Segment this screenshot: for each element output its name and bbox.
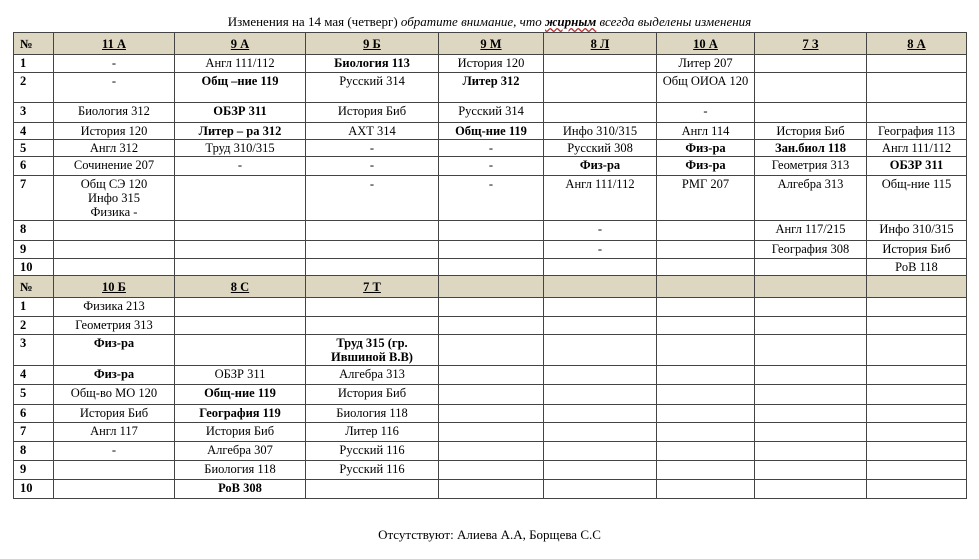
class-header: 11 А xyxy=(54,33,175,55)
schedule-cell xyxy=(657,366,755,385)
schedule-cell xyxy=(544,55,657,73)
lesson-number: 6 xyxy=(14,157,54,176)
schedule-cell xyxy=(306,480,439,499)
num-column-header: № xyxy=(14,33,54,55)
schedule-cell xyxy=(755,335,867,366)
schedule-cell: Инфо 310/315 xyxy=(544,123,657,140)
schedule-cell xyxy=(544,103,657,123)
schedule-cell xyxy=(867,405,967,423)
schedule-cell: - xyxy=(439,157,544,176)
table1-header-row xyxy=(14,33,967,55)
schedule-cell xyxy=(175,298,306,317)
schedule-cell: Литер 116 xyxy=(306,423,439,442)
schedule-cell: История Биб xyxy=(755,123,867,140)
table-row xyxy=(14,335,967,366)
absent-note: Отсутствуют: Алиева А.А, Борщева С.С xyxy=(378,527,601,542)
schedule-cell: Биология 113 xyxy=(306,55,439,73)
schedule-cell: РоВ 118 xyxy=(867,259,967,276)
lesson-number: 10 xyxy=(14,259,54,276)
schedule-cell: Физика 213 xyxy=(54,298,175,317)
schedule-cell: Русский 314 xyxy=(306,73,439,103)
lesson-number: 9 xyxy=(14,461,54,480)
schedule-cell: Инфо 310/315 xyxy=(867,221,967,241)
class-header xyxy=(867,276,967,298)
schedule-cell: Общ ОИОА 120 xyxy=(657,73,755,103)
table-row xyxy=(14,461,967,480)
schedule-cell: Русский 116 xyxy=(306,442,439,461)
table-row xyxy=(14,221,967,241)
schedule-cell: - xyxy=(439,140,544,157)
schedule-cell xyxy=(544,317,657,335)
schedule-cell: Физ-ра xyxy=(657,157,755,176)
class-header xyxy=(657,276,755,298)
schedule-cell xyxy=(657,221,755,241)
schedule-cell xyxy=(439,442,544,461)
schedule-cell: Биология 118 xyxy=(306,405,439,423)
lesson-number: 2 xyxy=(14,317,54,335)
schedule-cell: - xyxy=(306,140,439,157)
class-header xyxy=(439,276,544,298)
lesson-number: 8 xyxy=(14,442,54,461)
lesson-number: 4 xyxy=(14,123,54,140)
schedule-cell xyxy=(657,241,755,259)
schedule-cell: Физ-ра xyxy=(544,157,657,176)
schedule-cell xyxy=(867,385,967,405)
schedule-cell xyxy=(439,423,544,442)
schedule-cell: История Биб xyxy=(54,405,175,423)
schedule-cell: АХТ 314 xyxy=(306,123,439,140)
table-row xyxy=(14,442,967,461)
schedule-cell xyxy=(306,317,439,335)
table-row xyxy=(14,176,967,221)
lesson-number: 3 xyxy=(14,103,54,123)
schedule-cell: Англ 117 xyxy=(54,423,175,442)
schedule-cell xyxy=(439,405,544,423)
schedule-cell: Англ 111/112 xyxy=(867,140,967,157)
schedule-cell xyxy=(657,259,755,276)
schedule-cell xyxy=(657,442,755,461)
schedule-cell: Общ-ние 115 xyxy=(867,176,967,221)
schedule-cell xyxy=(755,317,867,335)
schedule-cell: Физ-ра xyxy=(54,366,175,385)
schedule-cell xyxy=(175,259,306,276)
schedule-cell xyxy=(755,298,867,317)
schedule-cell xyxy=(657,480,755,499)
schedule-cell: Зан.биол 118 xyxy=(755,140,867,157)
lesson-number: 4 xyxy=(14,366,54,385)
title-bold-italic: жирным xyxy=(545,14,597,29)
schedule-cell xyxy=(755,405,867,423)
schedule-cell: Труд 315 (гр. Ившиной В.В) xyxy=(306,335,439,366)
table-row xyxy=(14,385,967,405)
schedule-cell: География 119 xyxy=(175,405,306,423)
schedule-cell: ОБЗР 311 xyxy=(175,103,306,123)
schedule-cell xyxy=(439,298,544,317)
schedule-cell: История 120 xyxy=(439,55,544,73)
table-row xyxy=(14,157,967,176)
schedule-cell xyxy=(544,335,657,366)
schedule-cell xyxy=(54,259,175,276)
schedule-cell: Общ-ние 119 xyxy=(439,123,544,140)
schedule-cell xyxy=(657,461,755,480)
schedule-cell xyxy=(54,461,175,480)
table-row xyxy=(14,298,967,317)
schedule-cell xyxy=(54,480,175,499)
class-header xyxy=(544,276,657,298)
schedule-cell: Труд 310/315 xyxy=(175,140,306,157)
lesson-number: 3 xyxy=(14,335,54,366)
class-header: 9 А xyxy=(175,33,306,55)
schedule-cell xyxy=(544,385,657,405)
schedule-cell xyxy=(867,317,967,335)
schedule-cell xyxy=(54,241,175,259)
schedule-cell: - xyxy=(439,176,544,221)
schedule-cell: - xyxy=(657,103,755,123)
schedule-cell: РоВ 308 xyxy=(175,480,306,499)
schedule-cell xyxy=(439,241,544,259)
schedule-cell: Литер – ра 312 xyxy=(175,123,306,140)
schedule-cell: Англ 114 xyxy=(657,123,755,140)
schedule-cell: Физ-ра xyxy=(54,335,175,366)
lesson-number: 1 xyxy=(14,298,54,317)
schedule-cell: Общ СЭ 120 Инфо 315 Физика - xyxy=(54,176,175,221)
table-row xyxy=(14,317,967,335)
schedule-cell xyxy=(755,442,867,461)
lesson-number: 7 xyxy=(14,176,54,221)
table-row xyxy=(14,103,967,123)
schedule-cell: Алгебра 313 xyxy=(755,176,867,221)
schedule-cell: РМГ 207 xyxy=(657,176,755,221)
title-italic: обратите внимание, что xyxy=(400,14,546,29)
schedule-cell: Русский 116 xyxy=(306,461,439,480)
class-header: 9 Б xyxy=(306,33,439,55)
schedule-cell: Литер 312 xyxy=(439,73,544,103)
schedule-cell: География 113 xyxy=(867,123,967,140)
class-header xyxy=(755,276,867,298)
schedule-cell: Биология 118 xyxy=(175,461,306,480)
class-header: 10 Б xyxy=(54,276,175,298)
schedule-cell: История Биб xyxy=(175,423,306,442)
num-column-header: № xyxy=(14,276,54,298)
schedule-cell xyxy=(657,298,755,317)
schedule-cell xyxy=(657,385,755,405)
schedule-cell xyxy=(755,461,867,480)
schedule-cell xyxy=(175,176,306,221)
schedule-cell xyxy=(544,366,657,385)
schedule-cell xyxy=(867,335,967,366)
schedule-body xyxy=(14,33,967,499)
lesson-number: 1 xyxy=(14,55,54,73)
table-row xyxy=(14,241,967,259)
schedule-cell: Англ 117/215 xyxy=(755,221,867,241)
schedule-cell xyxy=(755,259,867,276)
schedule-cell xyxy=(306,221,439,241)
schedule-cell: - xyxy=(54,55,175,73)
title-normal: Изменения на 14 мая (четверг) xyxy=(227,14,401,29)
page-title xyxy=(0,14,979,30)
schedule-cell xyxy=(439,385,544,405)
schedule-cell: Геометрия 313 xyxy=(755,157,867,176)
title-italic-end: всегда выделены изменения xyxy=(596,14,752,29)
table-row xyxy=(14,480,967,499)
lesson-number: 10 xyxy=(14,480,54,499)
schedule-cell: Англ 111/112 xyxy=(544,176,657,221)
table-row xyxy=(14,259,967,276)
schedule-cell: - xyxy=(54,73,175,103)
schedule-cell xyxy=(54,221,175,241)
table-row xyxy=(14,140,967,157)
schedule-cell: Алгебра 307 xyxy=(175,442,306,461)
schedule-cell: Алгебра 313 xyxy=(306,366,439,385)
lesson-number: 8 xyxy=(14,221,54,241)
schedule-cell xyxy=(867,442,967,461)
schedule-cell xyxy=(175,221,306,241)
schedule-cell: Общ-ние 119 xyxy=(175,385,306,405)
schedule-cell xyxy=(657,335,755,366)
schedule-cell xyxy=(306,241,439,259)
schedule-cell: Сочинение 207 xyxy=(54,157,175,176)
schedule-cell xyxy=(306,298,439,317)
schedule-cell: - xyxy=(544,241,657,259)
lesson-number: 6 xyxy=(14,405,54,423)
table-row xyxy=(14,73,967,103)
schedule-cell: Русский 308 xyxy=(544,140,657,157)
schedule-cell: Англ 312 xyxy=(54,140,175,157)
schedule-cell xyxy=(544,259,657,276)
table-row xyxy=(14,423,967,442)
schedule-cell xyxy=(175,241,306,259)
schedule-cell: История Биб xyxy=(867,241,967,259)
schedule-cell xyxy=(755,385,867,405)
schedule-cell xyxy=(755,103,867,123)
lesson-number: 9 xyxy=(14,241,54,259)
schedule-cell: Общ –ние 119 xyxy=(175,73,306,103)
class-header: 9 М xyxy=(439,33,544,55)
schedule-cell xyxy=(544,461,657,480)
schedule-cell: История Биб xyxy=(306,385,439,405)
table-row xyxy=(14,123,967,140)
schedule-cell xyxy=(439,259,544,276)
table-row xyxy=(14,405,967,423)
table2-header-row xyxy=(14,276,967,298)
lesson-number: 5 xyxy=(14,385,54,405)
schedule-cell: Литер 207 xyxy=(657,55,755,73)
schedule-cell xyxy=(544,73,657,103)
schedule-cell: Русский 314 xyxy=(439,103,544,123)
schedule-table xyxy=(13,32,967,499)
schedule-cell xyxy=(867,480,967,499)
class-header: 8 Л xyxy=(544,33,657,55)
schedule-cell: ОБЗР 311 xyxy=(175,366,306,385)
schedule-cell xyxy=(439,480,544,499)
schedule-cell xyxy=(439,366,544,385)
schedule-cell: История Биб xyxy=(306,103,439,123)
schedule-cell: Англ 111/112 xyxy=(175,55,306,73)
schedule-cell xyxy=(439,461,544,480)
schedule-cell xyxy=(657,423,755,442)
schedule-cell xyxy=(755,480,867,499)
class-header: 7 Т xyxy=(306,276,439,298)
schedule-cell xyxy=(755,73,867,103)
schedule-cell xyxy=(175,335,306,366)
class-header: 8 А xyxy=(867,33,967,55)
lesson-number: 2 xyxy=(14,73,54,103)
schedule-cell xyxy=(867,73,967,103)
schedule-cell: ОБЗР 311 xyxy=(867,157,967,176)
schedule-cell xyxy=(755,55,867,73)
schedule-cell xyxy=(306,259,439,276)
schedule-cell xyxy=(867,461,967,480)
schedule-cell xyxy=(867,55,967,73)
schedule-cell: - xyxy=(175,157,306,176)
schedule-cell: - xyxy=(306,176,439,221)
table-row xyxy=(14,55,967,73)
schedule-cell xyxy=(867,103,967,123)
schedule-cell xyxy=(755,423,867,442)
schedule-cell: Биология 312 xyxy=(54,103,175,123)
schedule-cell: - xyxy=(54,442,175,461)
schedule-cell xyxy=(439,317,544,335)
class-header: 10 А xyxy=(657,33,755,55)
schedule-cell: География 308 xyxy=(755,241,867,259)
schedule-cell xyxy=(439,335,544,366)
schedule-cell: - xyxy=(306,157,439,176)
schedule-cell xyxy=(657,317,755,335)
schedule-cell: Общ-во МО 120 xyxy=(54,385,175,405)
schedule-cell: Физ-ра xyxy=(657,140,755,157)
schedule-cell xyxy=(867,298,967,317)
schedule-cell: Геометрия 313 xyxy=(54,317,175,335)
schedule-cell: - xyxy=(544,221,657,241)
schedule-cell xyxy=(439,221,544,241)
schedule-cell xyxy=(755,366,867,385)
schedule-cell xyxy=(544,442,657,461)
schedule-cell xyxy=(657,405,755,423)
schedule-cell xyxy=(867,366,967,385)
schedule-cell xyxy=(544,480,657,499)
schedule-cell xyxy=(544,405,657,423)
lesson-number: 5 xyxy=(14,140,54,157)
schedule-cell xyxy=(867,423,967,442)
class-header: 8 С xyxy=(175,276,306,298)
schedule-cell xyxy=(544,423,657,442)
lesson-number: 7 xyxy=(14,423,54,442)
schedule-cell: История 120 xyxy=(54,123,175,140)
class-header: 7 З xyxy=(755,33,867,55)
table-row xyxy=(14,366,967,385)
schedule-cell xyxy=(544,298,657,317)
schedule-cell xyxy=(175,317,306,335)
